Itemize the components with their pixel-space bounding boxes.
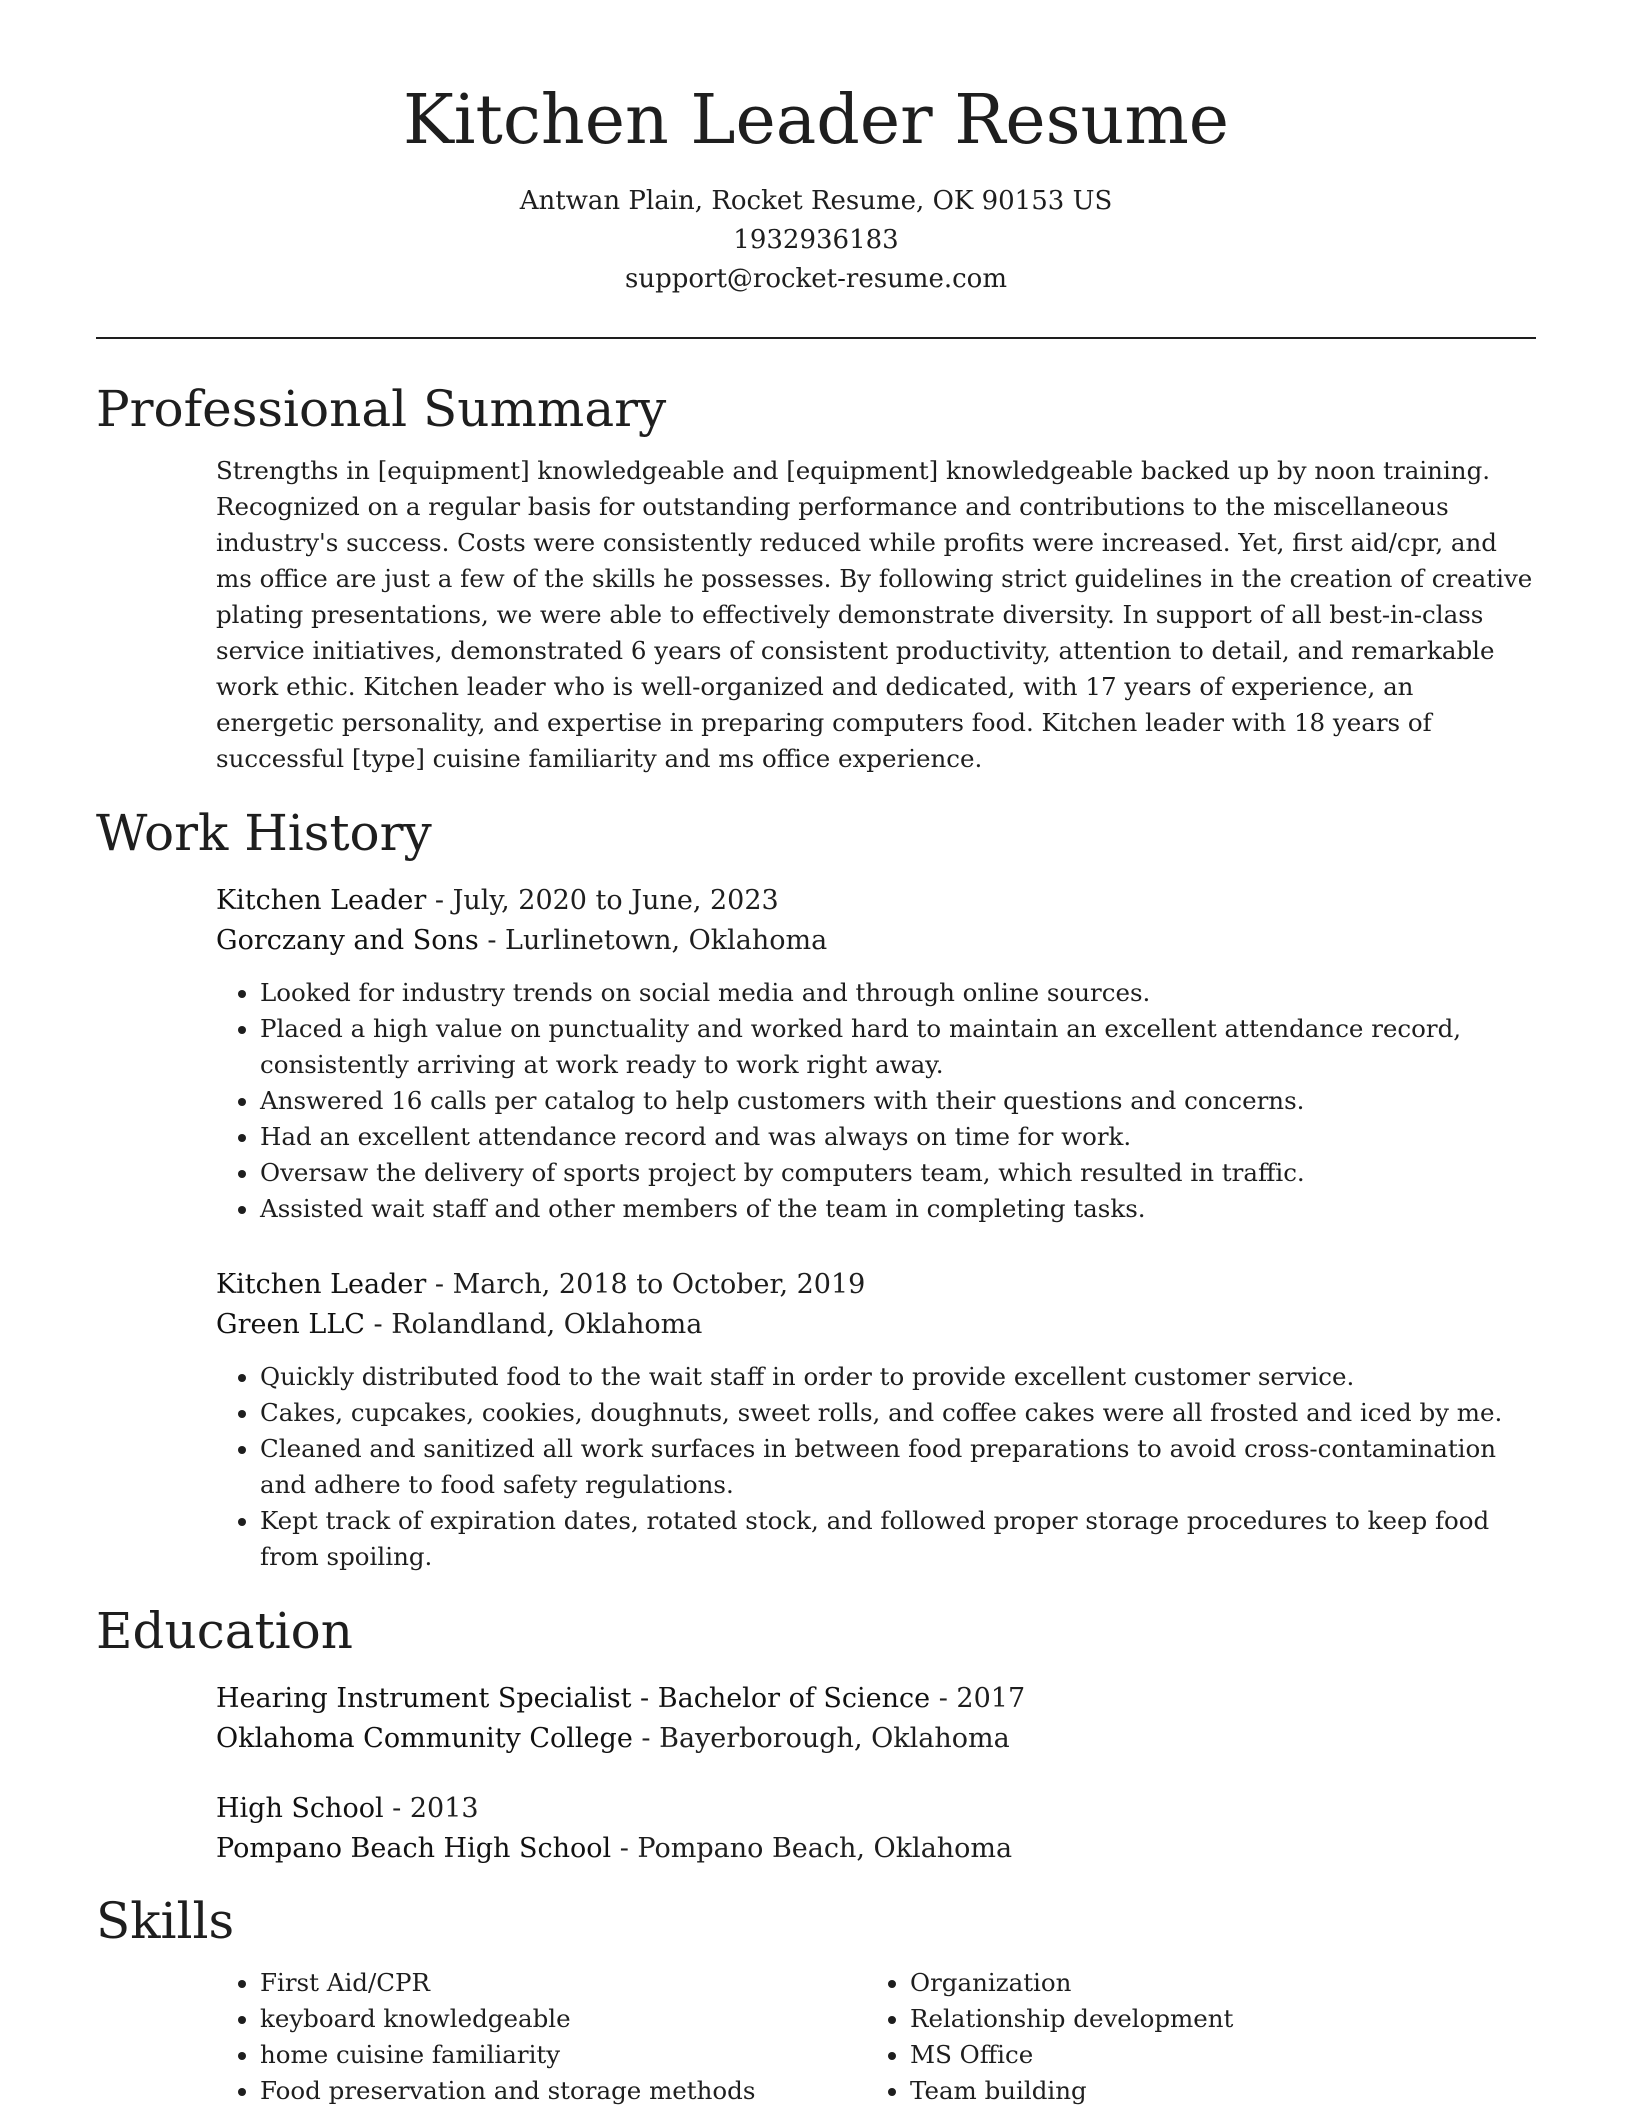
job-bullets: [216, 975, 1536, 1227]
school: Oklahoma Community College: [216, 1723, 633, 1755]
list-item: • Looked for industry trends on social media and through online sources.: [260, 975, 1536, 1011]
education-entry: [216, 1789, 1536, 1869]
job-title: Kitchen Leader: [216, 885, 427, 917]
job-company: Gorczany and Sons: [216, 925, 479, 957]
job-bullets: [216, 1359, 1536, 1575]
job-dates: - March, 2018 to October, 2019: [426, 1269, 866, 1301]
page-title: Kitchen Leader Resume: [402, 81, 1230, 160]
education-section: [96, 1601, 1536, 1869]
job-title-line: [216, 881, 1536, 921]
list-item: • Answered 16 calls per catalog to help customers with their questions and concerns.: [260, 1083, 1536, 1119]
list-item: • Oversaw the delivery of sports project by computers team, which resulted in traffic.: [260, 1155, 1536, 1191]
job-company-line: [216, 921, 1536, 961]
list-item: • MS Office: [910, 2037, 1516, 2073]
job-location: - Rolandland, Oklahoma: [364, 1309, 703, 1341]
degree-line: [216, 1679, 1536, 1719]
list-item: • Placed a high value on punctuality and worked hard to maintain an excellent attendance record, consistently arriving at work ready to work right away.: [260, 1011, 1536, 1083]
school-location: - Pompano Beach, Oklahoma: [611, 1833, 1013, 1865]
list-item: • Had an excellent attendance record and was always on time for work.: [260, 1119, 1536, 1155]
list-item: • Quickly distributed food to the wait staff in order to provide excellent customer service.: [260, 1359, 1536, 1395]
school-line: [216, 1829, 1536, 1869]
list-item: • Team building: [910, 2073, 1516, 2109]
contact-email: support@rocket-resume.com: [624, 264, 1007, 295]
degree-line: [216, 1789, 1536, 1829]
work-history-section: [96, 803, 1536, 1575]
degree-year: - 2013: [383, 1793, 479, 1825]
list-item: • First Aid/CPR: [260, 1965, 866, 2001]
education-heading: Education: [96, 1602, 353, 1661]
school-location: - Bayerborough, Oklahoma: [632, 1723, 1010, 1755]
job-company: Green LLC: [216, 1309, 365, 1341]
list-item: • Relationship development: [910, 2001, 1516, 2037]
job-title-line: [216, 1265, 1536, 1305]
skills-column-left: [216, 1965, 866, 2109]
list-item: • Organization: [910, 1965, 1516, 2001]
contact-block: [96, 182, 1536, 299]
summary-heading: Professional Summary: [96, 380, 667, 439]
skills-columns: [216, 1965, 1536, 2109]
list-item: • home cuisine familiarity: [260, 2037, 866, 2073]
skills-section: [96, 1891, 1536, 2109]
list-item: • Food preservation and storage methods: [260, 2073, 866, 2109]
list-item: • Cakes, cupcakes, cookies, doughnuts, sweet rolls, and coffee cakes were all frosted and iced by me.: [260, 1395, 1536, 1431]
resume-header: [96, 0, 1536, 299]
job-location: - Lurlinetown, Oklahoma: [478, 925, 828, 957]
job-title: Kitchen Leader: [216, 1269, 427, 1301]
school: Pompano Beach High School: [216, 1833, 612, 1865]
list-item: • keyboard knowledgeable: [260, 2001, 866, 2037]
contact-phone: 1932936183: [733, 225, 899, 256]
work-history-heading: Work History: [96, 804, 432, 863]
skills-column-right: [866, 1965, 1516, 2109]
list-item: • Cleaned and sanitized all work surfaces in between food preparations to avoid cross-contamination and adhere to food safety regulations.: [260, 1431, 1536, 1503]
header-divider: [96, 337, 1536, 339]
job-entry: [216, 881, 1536, 1227]
list-item: • Kept track of expiration dates, rotated stock, and followed proper storage procedures to keep food from spoiling.: [260, 1503, 1536, 1575]
job-dates: - July, 2020 to June, 2023: [426, 885, 779, 917]
degree-year: - 2017: [930, 1683, 1026, 1715]
education-entry: [216, 1679, 1536, 1759]
summary-section: [96, 379, 1536, 777]
degree: High School: [216, 1793, 384, 1825]
school-line: [216, 1719, 1536, 1759]
job-entry: [216, 1265, 1536, 1575]
skills-heading: Skills: [96, 1892, 235, 1951]
list-item: • Assisted wait staff and other members of the team in completing tasks.: [260, 1191, 1536, 1227]
summary-text: Strengths in [equipment] knowledgeable and [equipment] knowledgeable backed up by noon training. Recognized on a regular basis for outstanding performance and contributions to the miscellaneous industry's success. Costs were consistently reduced while profits were increased. Yet, first aid/cpr, and ms office are just a few of the skills he possesses. By following strict guidelines in the creation of creative plating presentations, we were able to effectively demonstrate diversity. In support of all best-in-class service initiatives, demonstrated 6 years of consistent productivity, attention to detail, and remarkable work ethic. Kitchen leader who is well-organized and dedicated, with 17 years of experience, an energetic personality, and expertise in preparing computers food. Kitchen leader with 18 years of successful [type] cuisine familiarity and ms office experience.: [216, 456, 1533, 774]
contact-address: Antwan Plain, Rocket Resume, OK 90153 US: [519, 186, 1113, 217]
degree: Hearing Instrument Specialist - Bachelor of Science: [216, 1683, 931, 1715]
resume-page: [96, 0, 1536, 2109]
job-company-line: [216, 1305, 1536, 1345]
